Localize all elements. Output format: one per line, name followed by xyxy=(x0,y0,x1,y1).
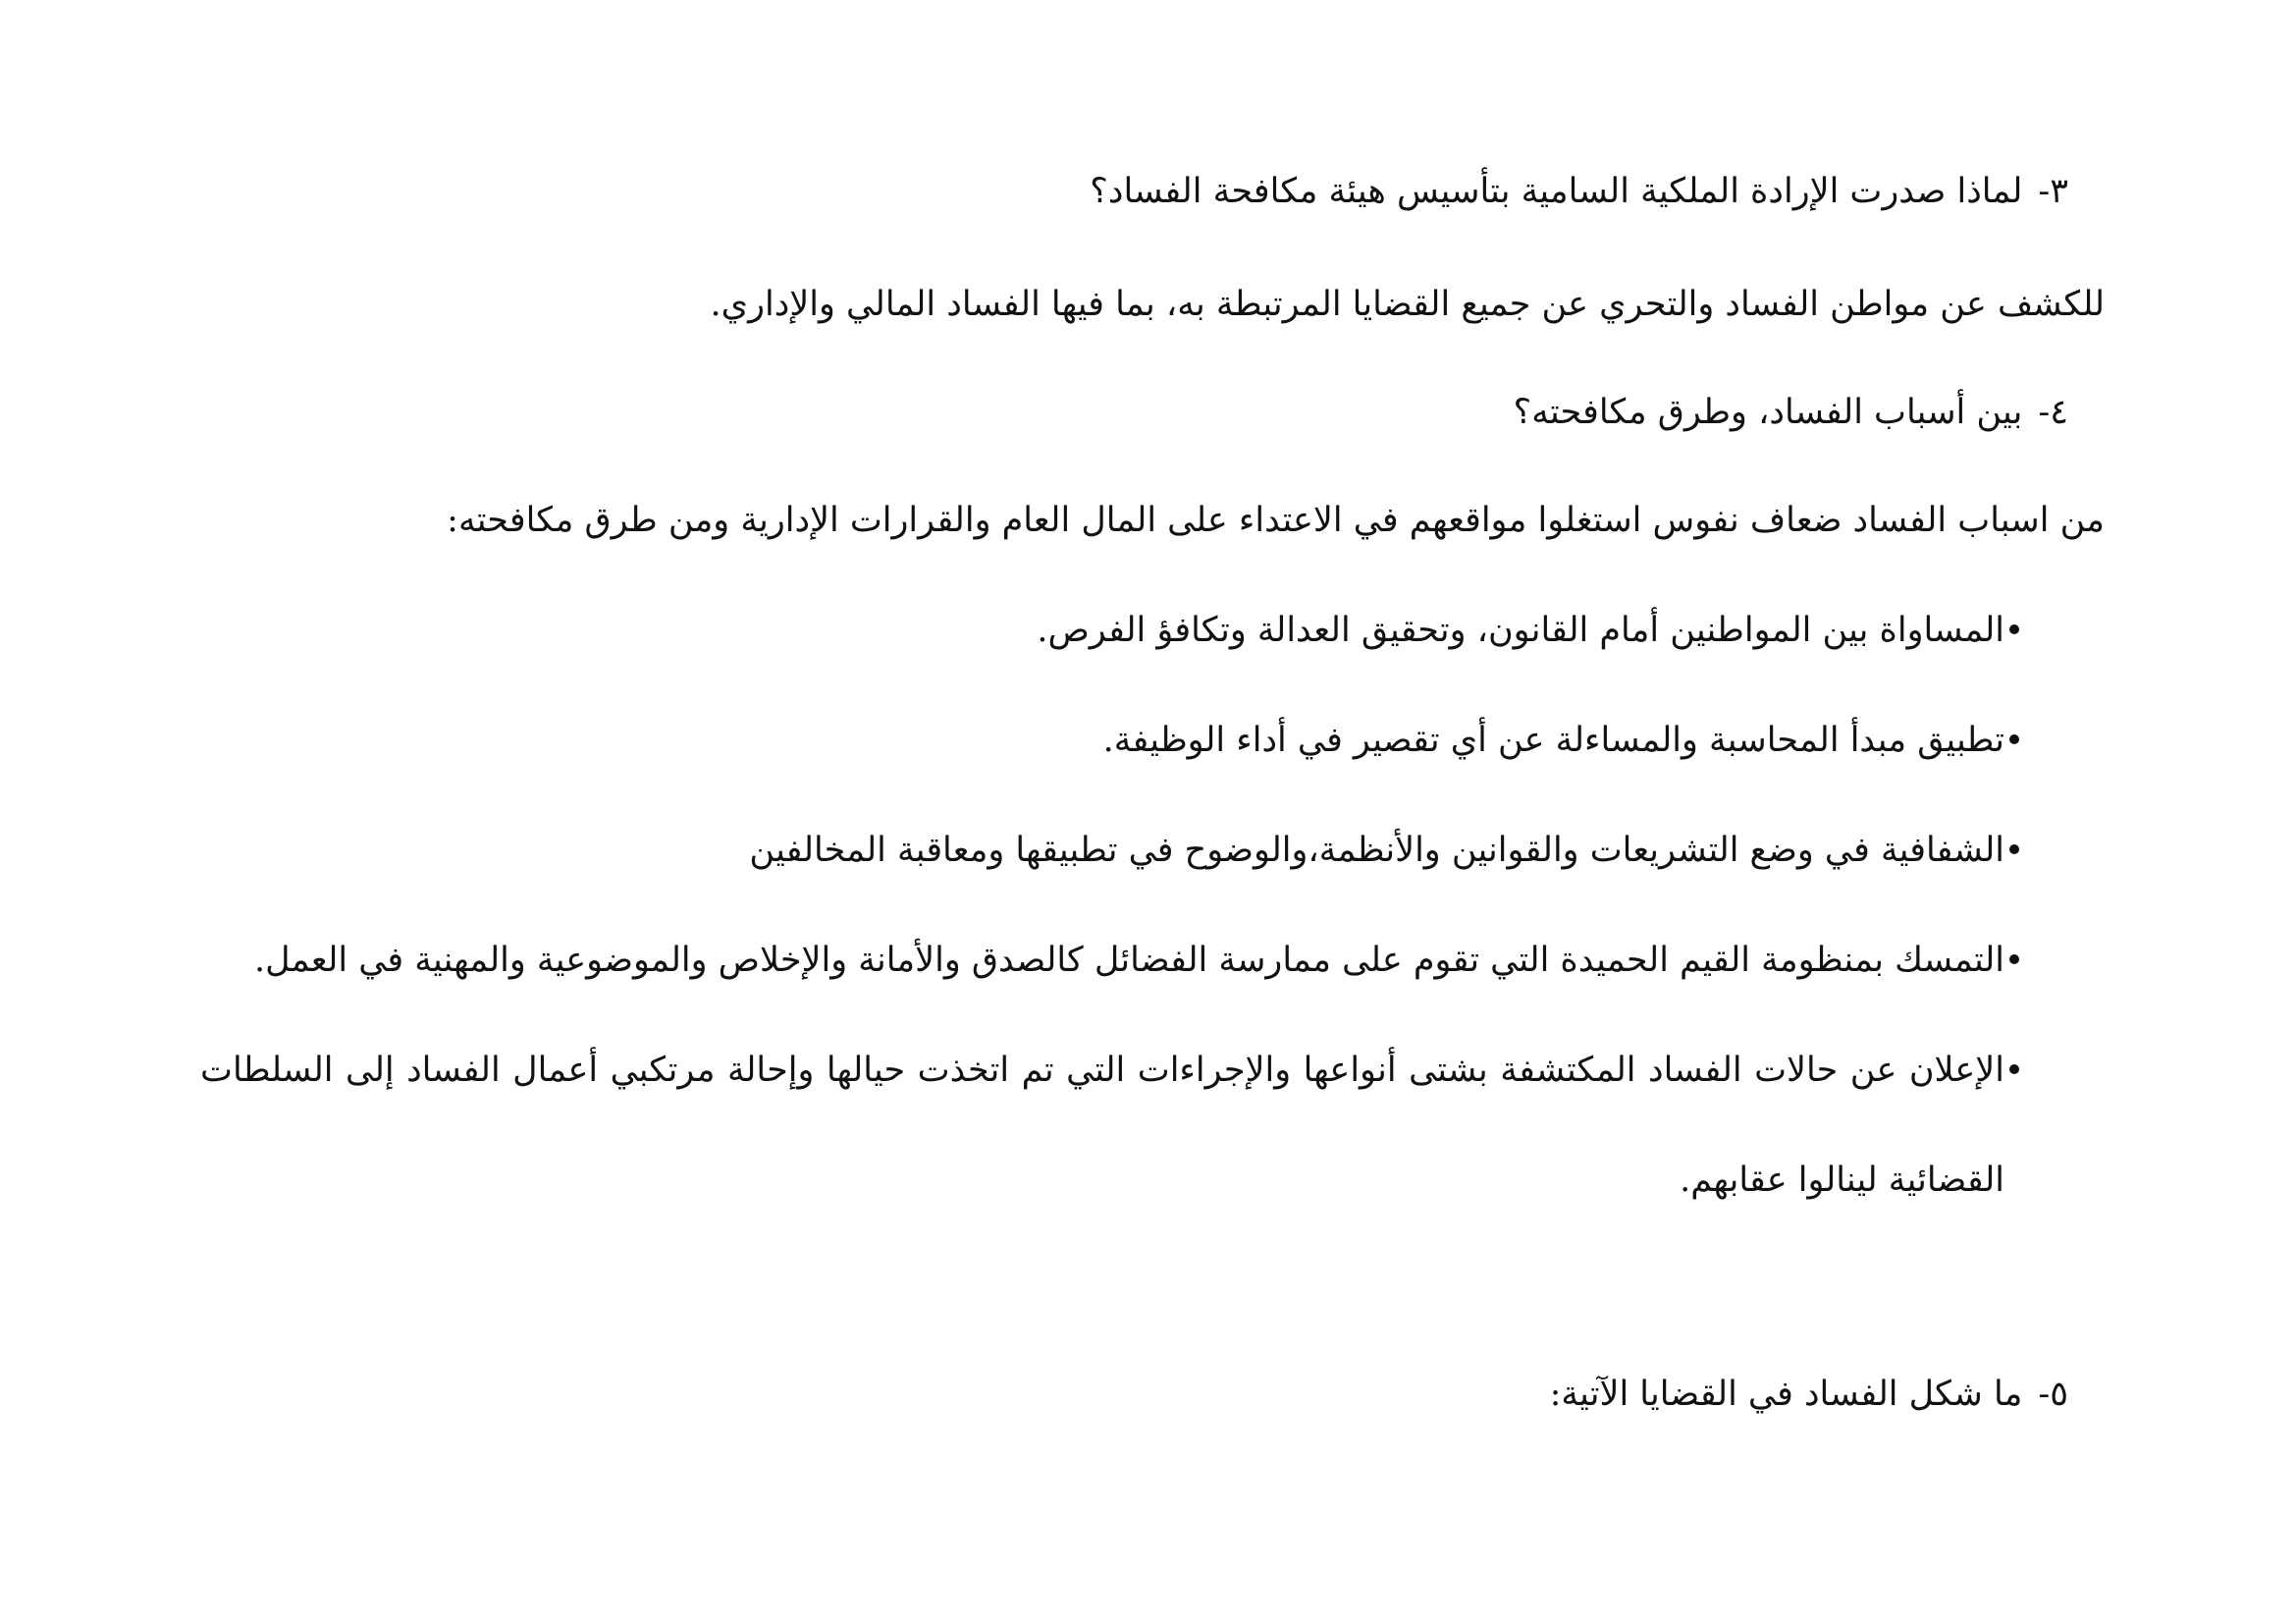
question-4-number: ٤- xyxy=(2038,393,2068,432)
bullet-item-4: التمسك بمنظومة القيم الحميدة التي تقوم على ممارسة الفضائل كالصدق والأمانة والإخلاص والموضوعية والمهنية في العمل. xyxy=(253,941,2004,980)
question-3-text: لماذا صدرت الإرادة الملكية السامية بتأسيس هيئة مكافحة الفساد؟ xyxy=(1090,172,2023,211)
answer-4-intro: من اسباب الفساد ضعاف نفوس استغلوا مواقعهم في الاعتداء على المال العام والقرارات الإدارية ومن طرق مكافحته: xyxy=(447,501,2105,540)
question-3-number: ٣- xyxy=(2038,172,2068,211)
question-4-text: بين أسباب الفساد، وطرق مكافحته؟ xyxy=(1513,393,2023,432)
question-5-number: ٥- xyxy=(2038,1375,2068,1414)
bullet-marker-4 xyxy=(2009,954,2019,964)
bullet-item-1: المساواة بين المواطنين أمام القانون، وتحقيق العدالة وتكافؤ الفرص. xyxy=(1037,611,2004,650)
question-5 xyxy=(1550,1370,2068,1419)
bullet-item-5-continuation: القضائية لينالوا عقابهم. xyxy=(1680,1161,2004,1200)
bullet-marker-1 xyxy=(2009,624,2019,634)
bullet-item-2: تطبيق مبدأ المحاسبة والمساءلة عن أي تقصير في أداء الوظيفة. xyxy=(1102,721,2004,760)
bullet-marker-5 xyxy=(2009,1064,2019,1074)
bullet-marker-2 xyxy=(2009,734,2019,744)
question-3 xyxy=(1090,167,2068,216)
answer-3: للكشف عن مواطن الفساد والتحري عن جميع القضايا المرتبطة به، بما فيها الفساد المالي والإداري. xyxy=(710,285,2105,324)
bullet-item-3: الشفافية في وضع التشريعات والقوانين والأنظمة،والوضوح في تطبيقها ومعاقبة المخالفين xyxy=(749,831,2004,870)
bullet-marker-3 xyxy=(2009,844,2019,854)
question-4 xyxy=(1514,388,2068,437)
bullet-item-5: الإعلان عن حالات الفساد المكتشفة بشتى أنواعها والإجراءات التي تم اتخذت حيالها وإحالة مرتكبي أعمال الفساد إلى السلطات xyxy=(200,1051,2004,1090)
question-5-text: ما شكل الفساد في القضايا الآتية: xyxy=(1549,1375,2023,1414)
